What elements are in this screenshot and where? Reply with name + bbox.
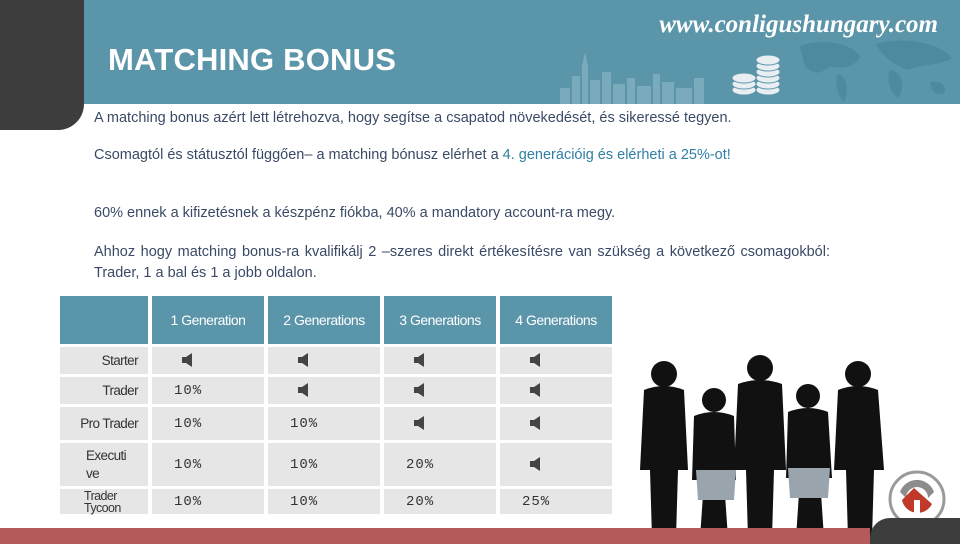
table-cell: 20% (384, 443, 500, 489)
speaker-icon (298, 383, 310, 397)
table-cell: 10% (268, 489, 384, 517)
speaker-icon (530, 353, 542, 367)
table-cell (500, 377, 616, 407)
table-cell: 10% (152, 377, 268, 407)
speaker-icon (182, 353, 194, 367)
qualification-text: Ahhoz hogy matching bonus-ra kvalifikálj 2 –szeres direkt értékesítésre van szükség a következő csomagokból: Trader, 1 a bal és 1 a jobb oldalon. (94, 244, 830, 281)
table-cell (384, 407, 500, 443)
speaker-icon (414, 353, 426, 367)
table-cell (500, 443, 616, 489)
table-cell: 10% (152, 489, 268, 517)
table-cell: 10% (152, 407, 268, 443)
row-label: Executi ve (60, 443, 152, 489)
table-row-pro-trader (60, 407, 616, 443)
corner-decoration (0, 0, 84, 130)
header-1-generation: 1 Generation (152, 296, 268, 347)
footer-bar (0, 528, 870, 544)
business-team-silhouette-icon (636, 350, 886, 538)
row-label: Trader (60, 377, 152, 407)
header-4-generations: 4 Generations (500, 296, 616, 347)
matching-bonus-table (60, 296, 616, 517)
coins-icon (730, 50, 786, 98)
speaker-icon (530, 416, 542, 430)
generation-text-highlight: 4. generációig és elérheti a 25%-ot! (502, 147, 731, 163)
table-cell (152, 347, 268, 377)
table-row-executive (60, 443, 616, 489)
table-cell: 10% (268, 407, 384, 443)
row-label: Trader Tycoon (60, 489, 152, 517)
table-row-starter (60, 347, 616, 377)
row-label: Pro Trader (60, 407, 152, 443)
header-2-generations: 2 Generations (268, 296, 384, 347)
site-url: www.conligushungary.com (659, 11, 938, 38)
intro-text: A matching bonus azért lett létrehozva, hogy segítse a csapatod növekedését, és sikeressé tegyen. (94, 110, 732, 126)
page-title: MATCHING BONUS (108, 42, 397, 77)
speaker-icon (414, 383, 426, 397)
table-cell (384, 347, 500, 377)
generation-text-prefix: Csomagtól és státusztól függően– a matching bónusz elérhet a (94, 147, 503, 163)
speaker-icon (530, 457, 542, 471)
payout-split-text: 60% ennek a kifizetésnek a készpénz fiókba, 40% a mandatory account-ra megy. (94, 205, 616, 221)
world-map-icon (780, 36, 960, 104)
city-skyline-icon (560, 48, 710, 104)
table-corner-cell (60, 296, 152, 347)
speaker-icon (298, 353, 310, 367)
table-cell (268, 347, 384, 377)
header-3-generations: 3 Generations (384, 296, 500, 347)
speaker-icon (530, 383, 542, 397)
speaker-icon (414, 416, 426, 430)
table-header-row (60, 296, 616, 347)
table-cell: 25% (500, 489, 616, 517)
table-cell: 10% (268, 443, 384, 489)
table-cell: 20% (384, 489, 500, 517)
corner-decoration-bottom (870, 518, 960, 544)
table-cell (500, 347, 616, 377)
generation-text (94, 147, 731, 163)
table-row-trader-tycoon (60, 489, 616, 517)
table-row-trader (60, 377, 616, 407)
row-label: Starter (60, 347, 152, 377)
table-cell: 10% (152, 443, 268, 489)
table-cell (384, 377, 500, 407)
table-cell (268, 377, 384, 407)
table-cell (500, 407, 616, 443)
